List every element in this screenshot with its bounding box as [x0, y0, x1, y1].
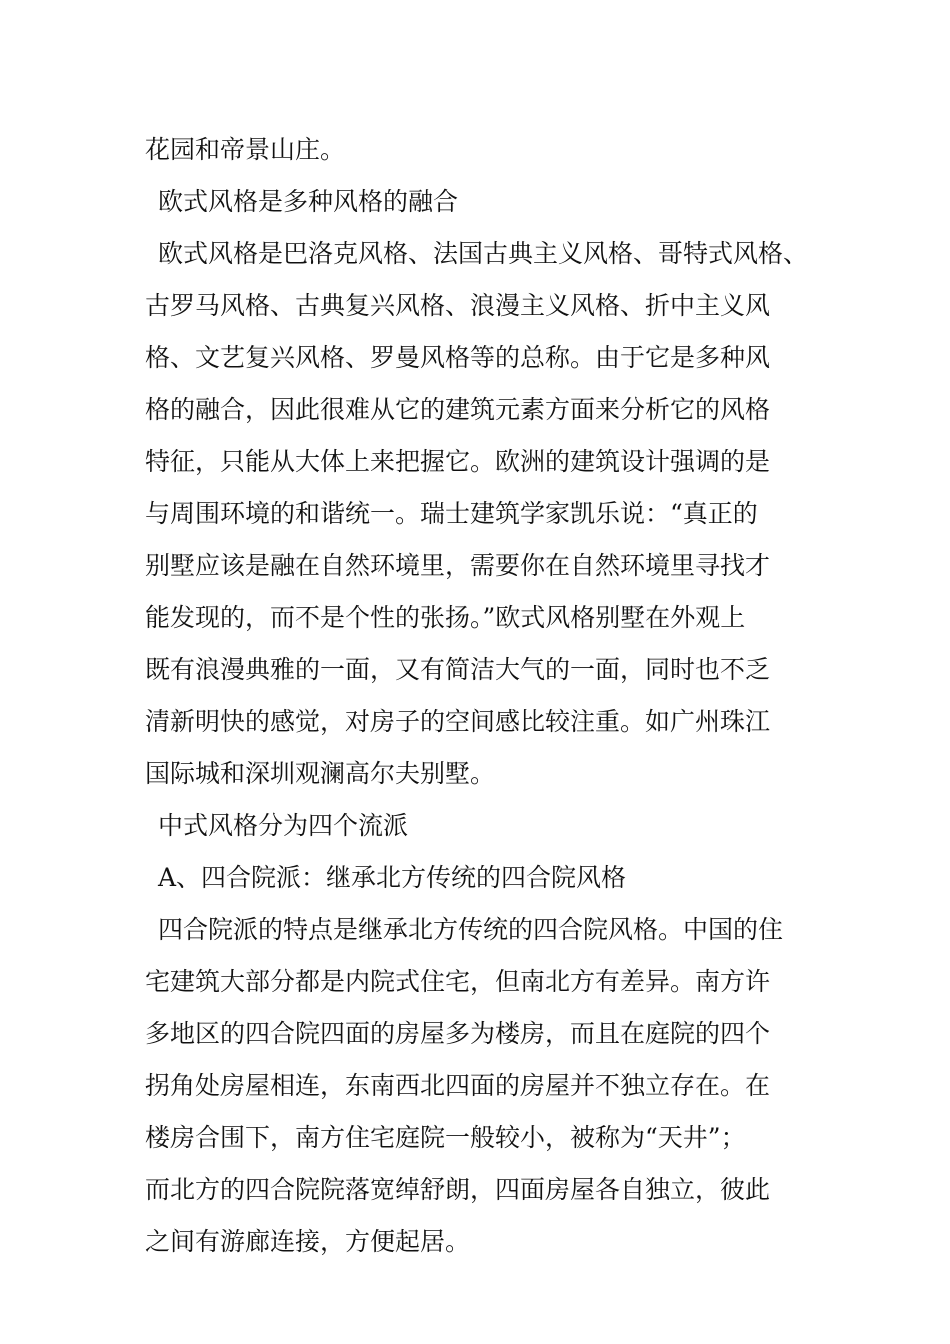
text-line: 与周围环境的和谐统一。瑞士建筑学家凯乐说：“真正的: [145, 499, 758, 528]
text-line: 欧式风格是多种风格的融合: [158, 187, 459, 216]
text-line: 欧式风格是巴洛克风格、法国古典主义风格、哥特式风格、: [158, 239, 809, 268]
text-line: 之间有游廊连接，方便起居。: [145, 1227, 471, 1256]
text-line: 楼房合围下，南方住宅庭院一般较小，被称为“天井”；: [145, 1123, 746, 1152]
text-line: 多地区的四合院四面的房屋多为楼房，而且在庭院的四个: [145, 1019, 771, 1048]
text-line: 国际城和深圳观澜高尔夫别墅。: [145, 759, 496, 788]
text-line: 格、文艺复兴风格、罗曼风格等的总称。由于它是多种风: [145, 343, 771, 372]
text-line: 别墅应该是融在自然环境里，需要你在自然环境里寻找才: [145, 551, 771, 580]
text-line: 格的融合，因此很难从它的建筑元素方面来分析它的风格: [145, 395, 771, 424]
text-line: 古罗马风格、古典复兴风格、浪漫主义风格、折中主义风: [145, 291, 771, 320]
text-line: 特征，只能从大体上来把握它。欧洲的建筑设计强调的是: [145, 447, 771, 476]
body-text: [145, 124, 845, 1268]
text-line: 能发现的，而不是个性的张扬。”欧式风格别墅在外观上: [145, 603, 746, 632]
text-line: 清新明快的感觉，对房子的空间感比较注重。如广州珠江: [145, 707, 771, 736]
text-line: 拐角处房屋相连，东南西北四面的房屋并不独立存在。在: [145, 1071, 771, 1100]
text-line: A、四合院派：继承北方传统的四合院风格: [158, 863, 627, 892]
text-line: 中式风格分为四个流派: [158, 811, 409, 840]
text-line: 既有浪漫典雅的一面，又有简洁大气的一面，同时也不乏: [145, 655, 771, 684]
text-line: 宅建筑大部分都是内院式住宅，但南北方有差异。南方许: [145, 967, 771, 996]
text-line: 四合院派的特点是继承北方传统的四合院风格。中国的住: [158, 915, 784, 944]
text-line: 花园和帝景山庄。: [145, 135, 346, 164]
text-line: 而北方的四合院院落宽绰舒朗，四面房屋各自独立，彼此: [145, 1175, 771, 1204]
